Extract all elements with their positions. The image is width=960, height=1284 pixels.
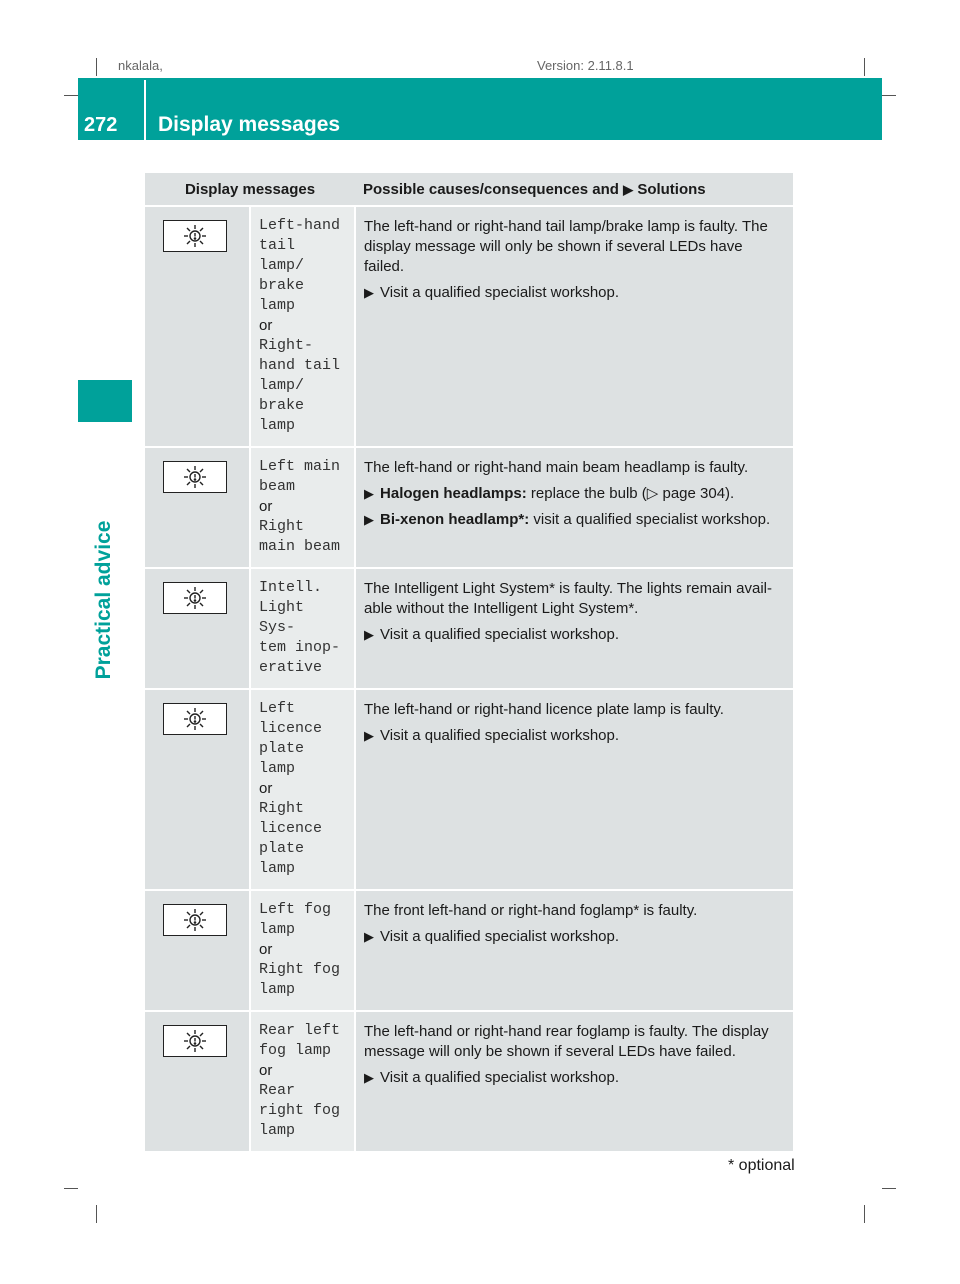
solution-step	[364, 625, 785, 645]
message-line: erative	[259, 659, 323, 676]
message-cell	[250, 689, 355, 890]
header-causes-text: Possible causes/consequences and	[363, 180, 619, 198]
page-number: 272	[84, 114, 118, 136]
message-line: Left-hand	[259, 217, 341, 234]
icon-cell	[145, 689, 250, 890]
message-line: licence	[259, 720, 323, 737]
message-line: Left fog	[259, 901, 332, 918]
message-cell	[250, 447, 355, 568]
header-causes-solutions	[355, 173, 793, 206]
table-row	[145, 1011, 793, 1152]
or-text: or	[259, 317, 273, 334]
message-line: tem inop‐	[259, 639, 341, 656]
arrow-icon: ▶	[364, 512, 375, 527]
arrow-icon: ▶	[364, 728, 375, 743]
arrow-icon: ▶	[364, 1070, 375, 1085]
step-text: Visit a qualified specialist workshop.	[380, 727, 620, 744]
step-text: replace the bulb (▷ page 304).	[526, 485, 735, 502]
message-line: brake lamp	[259, 277, 305, 314]
message-cell	[250, 890, 355, 1011]
solution-step	[364, 510, 785, 530]
cause-text: The left-hand or right-hand main beam headlamp is faulty.	[364, 459, 749, 476]
message-cell	[250, 568, 355, 689]
message-line: tail lamp/	[259, 237, 305, 274]
cause-text: The left-hand or right-hand tail lamp/brake lamp is faulty. The display message will only be shown if several LEDs have failed.	[364, 218, 768, 275]
crop-mark	[882, 95, 896, 96]
solution-cell	[355, 689, 793, 890]
light-bulb-fault-icon	[163, 220, 227, 252]
header-divider	[144, 80, 146, 140]
step-text: Visit a qualified specialist workshop.	[380, 1069, 620, 1086]
message-line: Rear	[259, 1082, 296, 1099]
light-bulb-fault-icon	[163, 703, 227, 735]
or-text: or	[259, 498, 273, 515]
print-meta-left: nkalala,	[118, 58, 163, 73]
light-bulb-fault-icon	[163, 1025, 227, 1057]
message-line: lamp	[259, 981, 296, 998]
message-line: fog lamp	[259, 1042, 332, 1059]
cause-text: The Intelligent Light System* is faulty. The lights remain avail-able without the Intelligent Light System*.	[364, 580, 772, 617]
step-label: Halogen headlamps:	[380, 485, 527, 502]
message-line: Left main	[259, 458, 341, 475]
message-line: Rear left	[259, 1022, 341, 1039]
table-row	[145, 890, 793, 1011]
step-label: Bi-xenon headlamp*:	[380, 511, 530, 528]
crop-mark	[864, 58, 865, 76]
arrow-icon: ▶	[364, 627, 375, 642]
display-messages-table	[145, 173, 793, 1153]
solution-step	[364, 927, 785, 947]
table-row	[145, 447, 793, 568]
message-line: beam	[259, 478, 296, 495]
icon-cell	[145, 568, 250, 689]
print-meta-right: Version: 2.11.8.1	[537, 58, 634, 73]
solution-cell	[355, 1011, 793, 1152]
step-text: Visit a qualified specialist workshop.	[380, 626, 620, 643]
message-line: Right fog	[259, 961, 341, 978]
light-bulb-fault-icon	[163, 904, 227, 936]
table-row	[145, 689, 793, 890]
step-text: visit a qualified specialist workshop.	[529, 511, 771, 528]
message-line: lamp/	[259, 377, 305, 394]
crop-mark	[96, 58, 97, 76]
message-line: lamp	[259, 921, 296, 938]
crop-mark	[864, 1205, 865, 1223]
cause-text: The left-hand or right-hand rear foglamp is faulty. The display message will only be shown if several LEDs have failed.	[364, 1023, 769, 1060]
step-text: Visit a qualified specialist workshop.	[380, 284, 620, 301]
solution-step	[364, 283, 785, 303]
side-tab-label: Practical advice	[92, 520, 115, 680]
crop-mark	[882, 1188, 896, 1189]
crop-mark	[64, 95, 78, 96]
or-text: or	[259, 1062, 273, 1079]
side-tab	[78, 380, 132, 422]
solution-cell	[355, 890, 793, 1011]
icon-cell	[145, 1011, 250, 1152]
message-line: Right	[259, 518, 305, 535]
table-row	[145, 568, 793, 689]
message-line: hand tail	[259, 357, 341, 374]
message-line: plate lamp	[259, 740, 305, 777]
solution-step	[364, 1068, 785, 1088]
icon-cell	[145, 206, 250, 447]
header-display-messages: Display messages	[145, 173, 355, 206]
icon-cell	[145, 447, 250, 568]
arrow-icon: ▶	[364, 929, 375, 944]
step-text: Visit a qualified specialist workshop.	[380, 928, 620, 945]
message-cell	[250, 1011, 355, 1152]
footnote: * optional	[728, 1157, 795, 1174]
solution-step	[364, 484, 785, 504]
solution-cell	[355, 447, 793, 568]
table-row	[145, 206, 793, 447]
message-line: Left	[259, 700, 296, 717]
arrow-icon: ▶	[364, 486, 375, 501]
crop-mark	[64, 1188, 78, 1189]
light-bulb-fault-icon	[163, 582, 227, 614]
crop-mark	[96, 1205, 97, 1223]
message-line: Light Sys‐	[259, 599, 305, 636]
message-line: Right-	[259, 337, 314, 354]
message-line: brake lamp	[259, 397, 305, 434]
arrow-icon: ▶	[623, 181, 634, 197]
light-bulb-fault-icon	[163, 461, 227, 493]
header-solutions-text: Solutions	[637, 180, 706, 198]
message-line: plate lamp	[259, 840, 305, 877]
or-text: or	[259, 780, 273, 797]
cause-text: The left-hand or right-hand licence plate lamp is faulty.	[364, 701, 724, 718]
solution-cell	[355, 568, 793, 689]
table-header-row	[145, 173, 793, 206]
solution-step	[364, 726, 785, 746]
message-line: licence	[259, 820, 323, 837]
arrow-icon: ▶	[364, 285, 375, 300]
or-text: or	[259, 941, 273, 958]
icon-cell	[145, 890, 250, 1011]
message-line: right fog	[259, 1102, 341, 1119]
page-title: Display messages	[158, 113, 341, 136]
solution-cell	[355, 206, 793, 447]
message-line: lamp	[259, 1122, 296, 1139]
message-line: Right	[259, 800, 305, 817]
cause-text: The front left-hand or right-hand foglamp* is faulty.	[364, 902, 698, 919]
message-line: Intell.	[259, 579, 323, 596]
message-cell	[250, 206, 355, 447]
message-line: main beam	[259, 538, 341, 555]
